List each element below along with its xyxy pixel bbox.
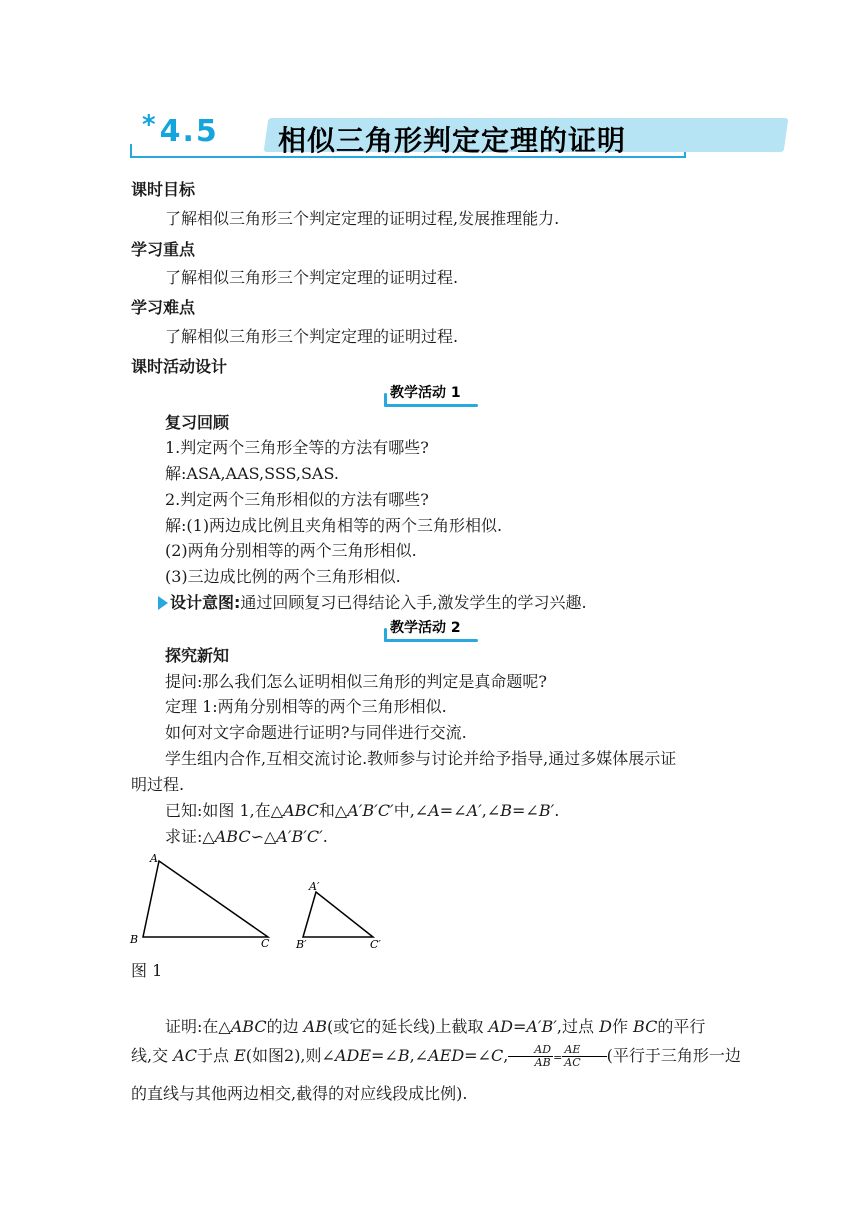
intent-text: 通过回顾复习已得结论入手,激发学生的学习兴趣. bbox=[240, 593, 587, 612]
activity1-a1: 解:ASA,AAS,SSS,SAS. bbox=[165, 464, 339, 483]
header-left-tick bbox=[130, 144, 132, 158]
lesson-header bbox=[128, 112, 690, 164]
given-statement: 已知:如图 1,在△ABC和△A′B′C′中,∠A=∠A′,∠B=∠B′. bbox=[165, 801, 560, 820]
proof-line-2: 线,交 AC于点 E(如图2),则∠ADE=∠B,∠AED=∠C, $\frac{AD}{AB}$ = $\frac{AE}{AC}$ (平行于三角形一边 bbox=[131, 1043, 741, 1069]
activity1-heading: 复习回顾 bbox=[165, 413, 230, 432]
activity1-tag bbox=[386, 381, 476, 407]
key-text: 了解相似三角形三个判定定理的证明过程. bbox=[165, 268, 459, 287]
activity2-ask: 提问:那么我们怎么证明相似三角形的判定是真命题呢? bbox=[165, 672, 547, 691]
label-C: C bbox=[261, 937, 270, 950]
prove-statement: 求证:△ABC∽△A′B′C′. bbox=[165, 827, 328, 846]
activity1-tag-text: 教学活动 1 bbox=[390, 385, 461, 401]
difficulty-heading: 学习难点 bbox=[131, 298, 196, 317]
fraction-ad-ab: $\frac{AD}{AB}$ bbox=[534, 1043, 552, 1069]
tag-underline bbox=[384, 639, 478, 642]
label-B: B bbox=[130, 933, 139, 946]
label-C-prime: C′ bbox=[370, 938, 381, 951]
activity1-intent bbox=[158, 592, 587, 614]
activity2-theorem: 定理 1:两角分别相等的两个三角形相似. bbox=[165, 697, 447, 716]
triangle-abc bbox=[143, 861, 268, 937]
tag-underline bbox=[384, 404, 478, 407]
goal-text: 了解相似三角形三个判定定理的证明过程,发展推理能力. bbox=[165, 209, 560, 228]
lesson-number bbox=[142, 110, 219, 149]
activity2-tag bbox=[386, 616, 476, 642]
intent-arrow-icon bbox=[158, 596, 168, 610]
difficulty-text: 了解相似三角形三个判定定理的证明过程. bbox=[165, 327, 459, 346]
activity2-discuss-2: 明过程. bbox=[131, 775, 185, 794]
proof-line-1: 证明:在△ABC的边 AB(或它的延长线)上截取 AD=A′B′,过点 D作 BC的平行 bbox=[165, 1017, 706, 1036]
lesson-number-text: 4.5 bbox=[159, 114, 219, 149]
intent-label: 设计意图: bbox=[170, 593, 241, 612]
key-heading: 学习重点 bbox=[131, 240, 196, 259]
proof-line-3: 的直线与其他两边相交,截得的对应线段成比例). bbox=[131, 1084, 468, 1103]
activity2-tag-text: 教学活动 2 bbox=[390, 620, 461, 636]
design-heading: 课时活动设计 bbox=[131, 357, 228, 376]
triangle-a2b2c2 bbox=[303, 892, 373, 937]
activity1-a2-1: 解:(1)两边成比例且夹角相等的两个三角形相似. bbox=[165, 516, 503, 535]
figure-1-caption: 图 1 bbox=[131, 961, 163, 980]
activity2-discuss-1: 学生组内合作,互相交流讨论.教师参与讨论并给予指导,通过多媒体展示证 bbox=[165, 749, 677, 768]
label-A-prime: A′ bbox=[309, 880, 320, 893]
activity2-heading: 探究新知 bbox=[165, 646, 230, 665]
activity1-a2-3: (3)三边成比例的两个三角形相似. bbox=[165, 567, 401, 586]
label-A: A bbox=[150, 852, 158, 865]
star-mark: * bbox=[142, 110, 158, 140]
activity1-q1: 1.判定两个三角形全等的方法有哪些? bbox=[165, 438, 429, 457]
fraction-ae-ac: $\frac{AE}{AC}$ bbox=[564, 1043, 581, 1069]
goal-heading: 课时目标 bbox=[131, 180, 196, 199]
activity1-a2-2: (2)两角分别相等的两个三角形相似. bbox=[165, 541, 417, 560]
tag-bar bbox=[384, 393, 387, 407]
figure-1 bbox=[120, 845, 400, 955]
lesson-title: 相似三角形判定定理的证明 bbox=[278, 124, 627, 157]
label-B-prime: B′ bbox=[296, 938, 307, 951]
tag-bar bbox=[384, 628, 387, 642]
activity1-q2: 2.判定两个三角形相似的方法有哪些? bbox=[165, 490, 429, 509]
activity2-how: 如何对文字命题进行证明?与同伴进行交流. bbox=[165, 723, 467, 742]
